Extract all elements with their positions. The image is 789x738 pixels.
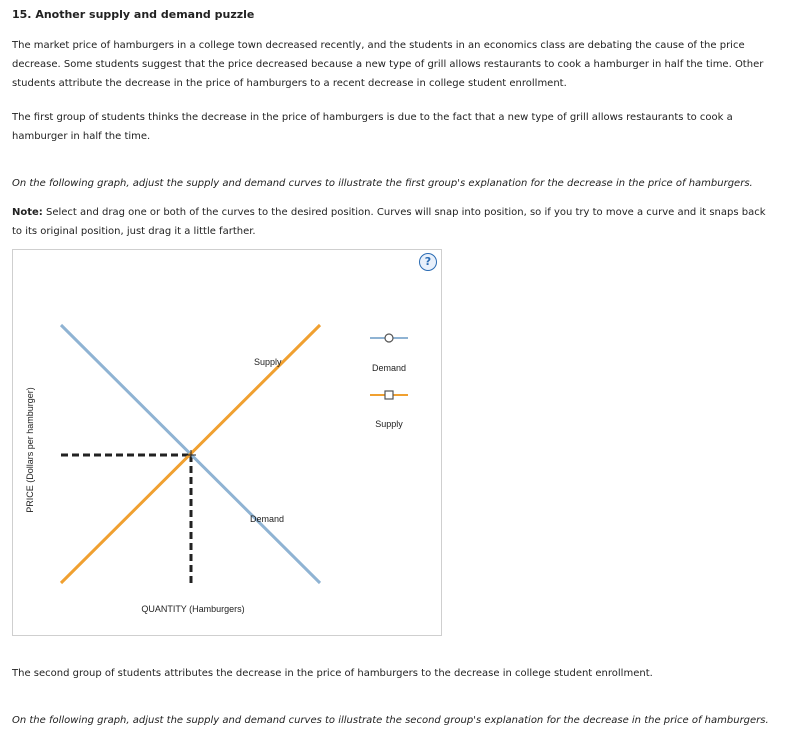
demand-curve-label: Demand	[250, 514, 285, 524]
y-axis-label: PRICE (Dollars per hamburger)	[25, 387, 35, 513]
supply-curve-label: Supply	[254, 357, 282, 367]
group2-paragraph: The second group of students attributes the decrease in the price of hamburgers to the decrease in college student enrollment.	[12, 668, 653, 679]
x-axis-label: QUANTITY (Hamburgers)	[141, 604, 245, 614]
group1-paragraph: The first group of students thinks the decrease in the price of hamburgers is due to the fact that a new type of grill allows restaurants to cook a hamburger in half the time.	[12, 112, 733, 142]
graph-panel	[12, 249, 442, 636]
question-title: 15. Another supply and demand puzzle	[12, 8, 255, 21]
supply-tool-icon[interactable]	[370, 391, 408, 399]
note-text: Select and drag one or both of the curves to the desired position. Curves will snap into position, so if you try to move a curve and it snaps back to its original position, just drag it a little farther.	[12, 207, 766, 237]
instruction2-paragraph: On the following graph, adjust the supply and demand curves to illustrate the second group's explanation for the decrease in the price of hamburgers.	[12, 715, 769, 726]
intro-paragraph: The market price of hamburgers in a college town decreased recently, and the students in an economics class are debating the cause of the price decrease. Some students suggest that the price decreased because a new type of grill allows restaurants to cook a hamburger in half the time. Other students attribute the decrease in the price of hamburgers to a recent decrease in college student enrollment.	[12, 40, 764, 89]
help-icon[interactable]: ?	[419, 253, 437, 271]
note-paragraph	[12, 203, 777, 241]
instruction1-paragraph: On the following graph, adjust the supply and demand curves to illustrate the first group's explanation for the decrease in the price of hamburgers.	[12, 178, 753, 189]
note-label: Note:	[12, 207, 43, 218]
demand-tool-icon[interactable]	[370, 334, 408, 342]
legend-demand-label: Demand	[371, 363, 407, 373]
graph-canvas	[13, 250, 441, 635]
legend-supply-label: Supply	[375, 419, 403, 429]
